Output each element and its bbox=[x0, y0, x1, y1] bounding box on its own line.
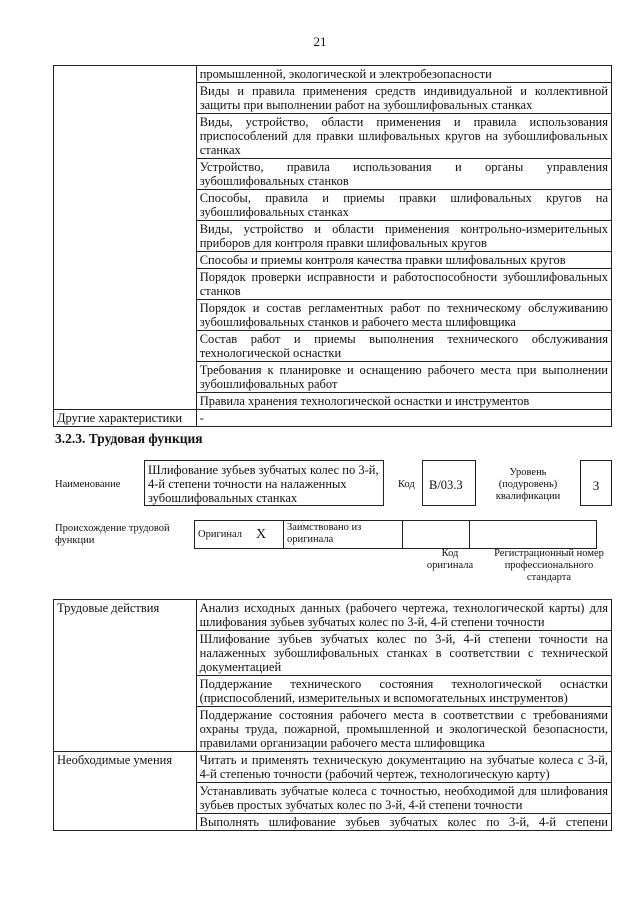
name-label: Наименование bbox=[55, 479, 121, 490]
knowledge-item: Способы, правила и приемы правки шлифовальных кругов на зубошлифовальных станках bbox=[196, 190, 611, 221]
knowledge-table bbox=[53, 65, 612, 427]
original-code-cell bbox=[403, 521, 470, 549]
skill-item: Читать и применять техническую документацию на зубчатые колеса с 3-й, 4-й степенью точности (рабочий чертеж, технологическую карту) bbox=[196, 752, 611, 783]
action-item: Поддержание технического состояния технологической оснастки (приспособлений, измерительных и вспомогательных инструментов) bbox=[196, 676, 611, 707]
page-number: 21 bbox=[313, 34, 327, 49]
origin-table bbox=[194, 520, 597, 549]
knowledge-item: промышленной, экологической и электробезопасности bbox=[196, 66, 611, 83]
code-label: Код bbox=[398, 479, 415, 490]
action-item: Поддержание состояния рабочего места в соответствии с требованиями охраны труда, пожарной, промышленной и экологической безопасности, правилами организации рабочего места шлифовщика bbox=[196, 707, 611, 752]
knowledge-item: Виды и правила применения средств индивидуальной и коллективной защиты при выполнении работ на зубошлифовальных станках bbox=[196, 83, 611, 114]
knowledge-item: Порядок проверки исправности и работоспособности зубошлифовальных станков bbox=[196, 269, 611, 300]
section-title: 3.2.3. Трудовая функция bbox=[55, 431, 203, 446]
function-name-box: Шлифование зубьев зубчатых колес по 3-й, 4-й степени точности на налаженных зубошлифовальных станках bbox=[144, 460, 384, 506]
original-mark: X bbox=[253, 521, 284, 549]
knowledge-item: Состав работ и приемы выполнения технического обслуживания технологической оснастки bbox=[196, 331, 611, 362]
other-characteristics-label: Другие характеристики bbox=[54, 410, 197, 427]
registration-caption: Регистрационный номер профессионального стандарта bbox=[494, 548, 604, 583]
actions-label: Трудовые действия bbox=[54, 600, 197, 752]
skills-label: Необходимые умения bbox=[54, 752, 197, 831]
other-characteristics-value: - bbox=[196, 410, 611, 427]
skill-item: Устанавливать зубчатые колеса с точностью, необходимой для шлифования зубьев простых зубчатых колес по 3-й, 4-й степени точности bbox=[196, 783, 611, 814]
knowledge-item: Способы и приемы контроля качества правки шлифовальных кругов bbox=[196, 252, 611, 269]
knowledge-label-cell bbox=[54, 66, 197, 410]
actions-skills-table bbox=[53, 599, 612, 831]
code-caption: Код оригинала bbox=[426, 548, 474, 571]
knowledge-item: Устройство, правила использования и органы управления зубошлифовальных станков bbox=[196, 159, 611, 190]
knowledge-item: Требования к планировке и оснащению рабочего места при выполнении зубошлифовальных работ bbox=[196, 362, 611, 393]
original-label: Оригинал bbox=[195, 521, 254, 549]
borrowed-label: Заимствовано из оригинала bbox=[284, 521, 403, 549]
level-box: 3 bbox=[580, 460, 612, 506]
registration-number-cell bbox=[470, 521, 597, 549]
knowledge-item: Порядок и состав регламентных работ по техническому обслуживанию зубошлифовальных станков и рабочего места шлифовщика bbox=[196, 300, 611, 331]
level-label: Уровень (подуровень) квалификации bbox=[495, 467, 561, 502]
origin-label: Происхождение трудовой функции bbox=[55, 523, 170, 546]
function-code-box: B/03.3 bbox=[422, 460, 476, 506]
skill-item: Выполнять шлифование зубьев зубчатых колес по 3-й, 4-й степени bbox=[196, 814, 611, 831]
knowledge-item: Правила хранения технологической оснастки и инструментов bbox=[196, 393, 611, 410]
knowledge-item: Виды, устройство, области применения и правила использования приспособлений для правки шлифовальных кругов на зубошлифовальных станках bbox=[196, 114, 611, 159]
action-item: Анализ исходных данных (рабочего чертежа, технологической карты) для шлифования зубьев зубчатых колес по 3-й, 4-й степени точности bbox=[196, 600, 611, 631]
action-item: Шлифование зубьев зубчатых колес по 3-й, 4-й степени точности на налаженных зубошлифовальных станках в соответствии с технической документацией bbox=[196, 631, 611, 676]
knowledge-item: Виды, устройство и области применения контрольно-измерительных приборов для контроля правки шлифовальных кругов bbox=[196, 221, 611, 252]
